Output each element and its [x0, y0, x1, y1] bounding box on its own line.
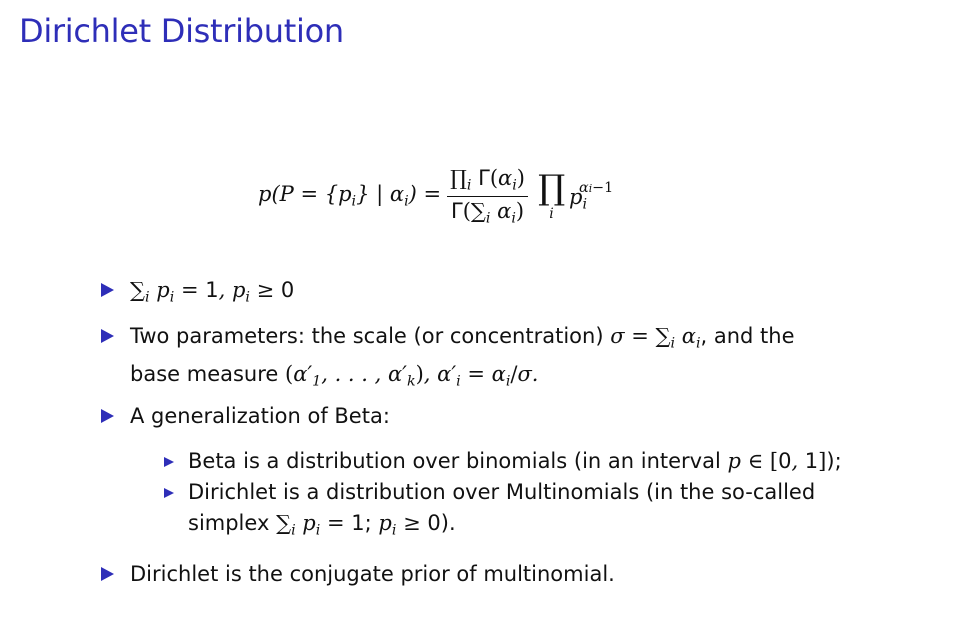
slide-title: Dirichlet Distribution	[19, 12, 344, 50]
triangle-right-icon	[164, 457, 174, 467]
formula-rhs-term: $p_i^{\alpha i-1}$	[569, 179, 614, 213]
bullet-generalization: A generalization of Beta:	[130, 404, 390, 428]
triangle-right-icon	[101, 283, 114, 297]
bullet-parameters-line1: Two parameters: the scale (or concentration) $\sigma = \sum_i$ $\alpha_i$, and the	[130, 324, 795, 352]
subbullet-dirichlet-line1: Dirichlet is a distribution over Multinomials (in the so-called	[188, 480, 816, 504]
subbullet-dirichlet-line2: simplex $\sum_i$ $p_i = 1$; $p_i \ge 0$).	[188, 511, 456, 539]
formula-numerator: $\prod_i$ $\Gamma(\alpha_i)$	[447, 166, 528, 196]
triangle-right-icon	[101, 409, 114, 423]
subbullet-beta: Beta is a distribution over binomials (in an interval p ∈ [0, 1]);	[188, 449, 842, 473]
dirichlet-density-formula	[258, 160, 613, 232]
formula-lhs: $p(P = \{p_i\}$ | $\alpha_i$) =	[258, 182, 442, 210]
formula-fraction	[447, 166, 528, 226]
bullet-conjugate-prior: Dirichlet is the conjugate prior of multinomial.	[130, 562, 615, 586]
triangle-right-icon	[164, 488, 174, 498]
subbullet-dirichlet	[188, 477, 815, 546]
bullet-parameters	[130, 321, 795, 398]
triangle-right-icon	[101, 329, 114, 343]
formula-denominator: $\Gamma(\sum_i$ $\alpha_i$)	[451, 198, 525, 226]
bullet-parameters-line2: base measure ($\alpha'_1$, . . . , $\alpha'_k$), $\alpha'_i = \alpha_i/\sigma$.	[130, 362, 539, 390]
triangle-right-icon	[101, 567, 114, 581]
formula-product: ∏ i	[537, 168, 566, 222]
bullet-sum-constraint: $\sum_i$ $p_i = 1$, $p_i \ge 0$	[130, 278, 295, 306]
